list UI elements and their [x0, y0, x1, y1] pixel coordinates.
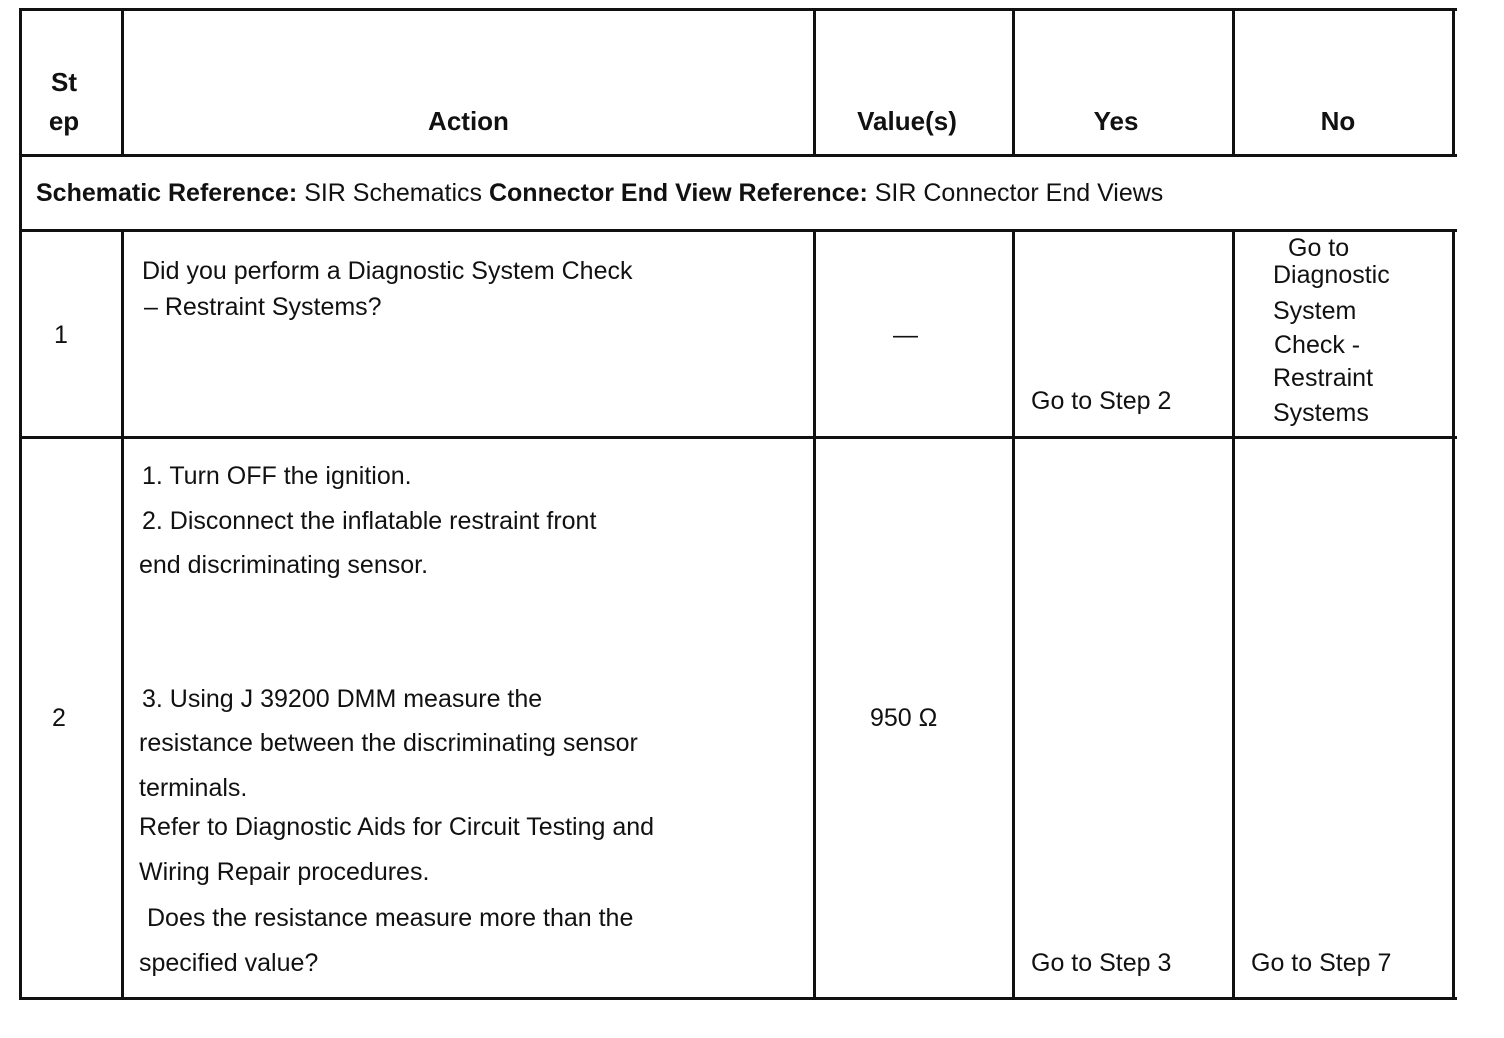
row-2-value: 950 Ω [870, 704, 938, 732]
row-1-no-line-3: System [1273, 297, 1357, 325]
row-2-action-line-10: specified value? [139, 949, 319, 977]
table-border-right-header [1452, 8, 1455, 157]
col-divider-action-body [813, 229, 816, 1000]
row-1-action-line-1: Did you perform a Diagnostic System Check [142, 257, 633, 285]
header-step-line-1: St [51, 67, 77, 97]
connector-reference-value: SIR Connector End Views [874, 179, 1164, 207]
row-2-action-line-3: end discriminating sensor. [139, 551, 429, 579]
reference-divider [19, 229, 1457, 232]
header-divider [19, 154, 1457, 157]
header-values: Value(s) [857, 106, 957, 136]
connector-reference-label: Connector End View Reference: [488, 179, 868, 207]
col-divider-values-body [1012, 229, 1015, 1000]
row-1-action-line-2: – Restraint Systems? [144, 293, 382, 321]
row-2-action-line-1: 1. Turn OFF the ignition. [142, 462, 412, 490]
col-divider-step-body [121, 229, 124, 1000]
schematic-reference-label: Schematic Reference: [36, 179, 298, 207]
header-step-line-2: ep [48, 106, 80, 136]
col-divider-yes-body [1232, 229, 1235, 1000]
table-border-left [19, 8, 22, 1000]
header-yes: Yes [1093, 106, 1139, 136]
row-2-action-line-9: Does the resistance measure more than the [147, 904, 634, 932]
reference-line [36, 178, 1163, 208]
header-step [24, 63, 104, 141]
table-border-top [19, 8, 1457, 11]
row-1-no-line-2: Diagnostic [1273, 261, 1390, 289]
row-2-step: 2 [52, 704, 66, 732]
row-1-no-line-5: Restraint [1273, 364, 1374, 392]
schematic-reference-value: SIR Schematics [304, 179, 483, 207]
header-action: Action [428, 106, 509, 136]
row-1-no-line-4: Check - [1274, 331, 1361, 359]
row-1-value: — [893, 321, 918, 349]
header-no: No [1320, 106, 1356, 136]
table-border-bottom [19, 997, 1457, 1000]
row-1-no-line-6: Systems [1273, 399, 1369, 427]
row-2-action-line-5: resistance between the discriminating sensor [139, 729, 638, 757]
row-1-yes: Go to Step 2 [1031, 387, 1172, 415]
row-2-action-line-4: 3. Using J 39200 DMM measure the [142, 685, 543, 713]
table-border-right-body [1452, 229, 1455, 1000]
row-2-no: Go to Step 7 [1251, 949, 1392, 977]
row-2-action-line-7: Refer to Diagnostic Aids for Circuit Testing and [139, 813, 655, 841]
row-2-action-line-8: Wiring Repair procedures. [139, 858, 430, 886]
row-2-action-line-2: 2. Disconnect the inflatable restraint front [142, 507, 597, 535]
row-1-no-line-1: Go to [1288, 234, 1350, 262]
row-2-action-line-6: terminals. [139, 774, 248, 802]
row-1-step: 1 [54, 321, 68, 349]
row-2-yes: Go to Step 3 [1031, 949, 1172, 977]
row-divider [19, 436, 1457, 439]
